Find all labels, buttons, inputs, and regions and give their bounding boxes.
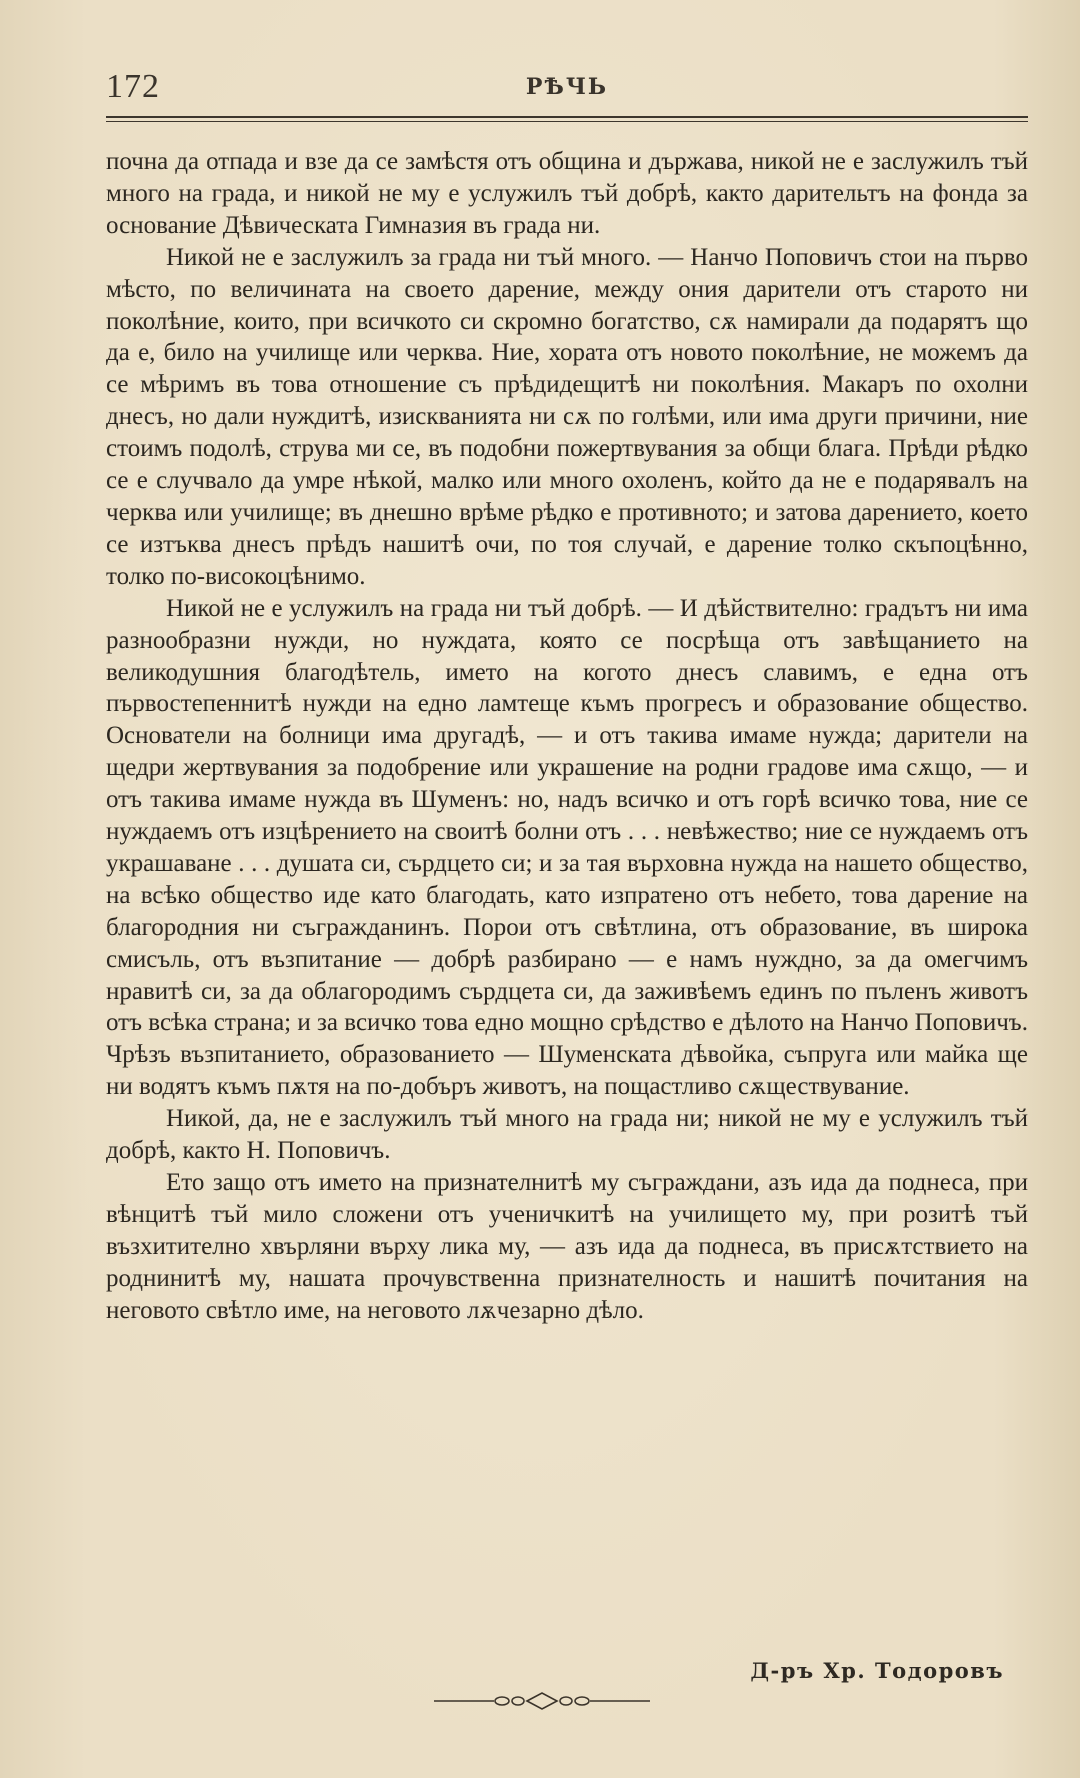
running-title: РѢЧЬ — [525, 74, 609, 100]
paragraph: Никой не е услужилъ на града ни тъй добрѣ. — И дѣйствително: градътъ ни има разнообразни нужди, но нуждата, която се посрѣща отъ завѣщанието на великодушния благодѣтель, името на когото днесъ славимъ, е една отъ първостепеннитѣ нужди на едно ламтеще къмъ прогресъ и образование общество. Основатели на болници има другадѣ, — и отъ такива имаме нужда; дарители на щедри жертвувания за подобрение или украшение на родни градове има сѫщо, — и отъ такива имаме нужда въ Шуменъ: но, надъ всичко и отъ горѣ всичко това, ние се нуждаемъ отъ изцѣрението на своитѣ болни отъ . . . невѣжество; ние се нуждаемъ отъ украшаване . . . душата си, сърдцето си; и за тая върховна нужда на нашето общество, на всѣко общество иде като благодать, като изпратено отъ небето, това дарение на благородния ни съгражданинъ. Порои отъ свѣтлина, отъ образование, въ широка смисъль, отъ възпитание — добрѣ разбирано — е намъ нуждно, за да омегчимъ нравитѣ си, за да облагородимъ сърдцета си, да заживѣемъ единъ по пъленъ животъ отъ всѣка страна; и за всичко това едно мощно срѣдство е дѣлото на Нанчо Поповичъ. Чрѣзъ възпитанието, образованието — Шуменската дѣвойка, съпруга или майка ще ни водятъ къмъ пѫтя на по-добъръ животъ, на пощастливо сѫществувание. — [106, 594, 1028, 1101]
paragraph: Никой, да, не е заслужилъ тъй много на града ни; никой не му е услужилъ тъй добрѣ, както Н. Поповичъ. — [106, 1105, 1028, 1165]
page-header — [106, 68, 1028, 108]
body-text — [106, 146, 1028, 1327]
paragraph: Никой не е заслужилъ за града ни тъй много. — Нанчо Поповичъ стои на първо мѣсто, по величината на своето дарение, между ония дарители отъ старото ни поколѣние, които, при всичкото си скромно богатство, сѫ намирали да подарятъ що да е, било на училище или черква. Ние, хората отъ новото поколѣние, не можемъ да се мѣримъ въ това отношение съ прѣдидещитѣ ни поколѣния. Макаръ по охолни днесъ, но дали нуждитѣ, изискванията ни сѫ по голѣми, или има други причини, ние стоимъ подолѣ, струва ми се, въ подобни пожертвувания за общи блага. Прѣди рѣдко се е случвало да умре нѣкой, малко или много охоленъ, който да не е подарявалъ на черква или училище; въ днешно врѣме рѣдко е противното; и затова дарението, което се изтъква днесъ прѣдъ нашитѣ очи, по тоя случай, е дарение толко скъпоцѣнно, толко по-високоцѣнимо. — [106, 243, 1028, 590]
header-double-rule — [106, 116, 1028, 122]
page-number: 172 — [106, 68, 160, 105]
author-signature: Д-ръ Хр. Тодоровъ — [750, 1658, 1004, 1683]
paragraph-continuation: почна да отпада и взе да се замѣстя отъ община и държава, никой не е заслужилъ тъй много на града, и никой не му е услужилъ тъй добрѣ, както дарительтъ на фонда за основание Дѣвическата Гимназия въ града ни. — [106, 148, 1028, 239]
tailpiece-ornament-icon — [434, 1688, 650, 1714]
paragraph: Ето защо отъ името на признателнитѣ му съграждани, азъ ида да поднеса, при вѣнцитѣ тъй мило сложени отъ ученичкитѣ на училището му, при розитѣ тъй възхитително хвърляни върху лика му, — азъ ида да поднеса, въ присѫтствието на роднинитѣ му, нашата прочувственна признателность и нашитѣ почитания на неговото свѣтло име, на неговото лѫчезарно дѣло. — [106, 1169, 1028, 1324]
